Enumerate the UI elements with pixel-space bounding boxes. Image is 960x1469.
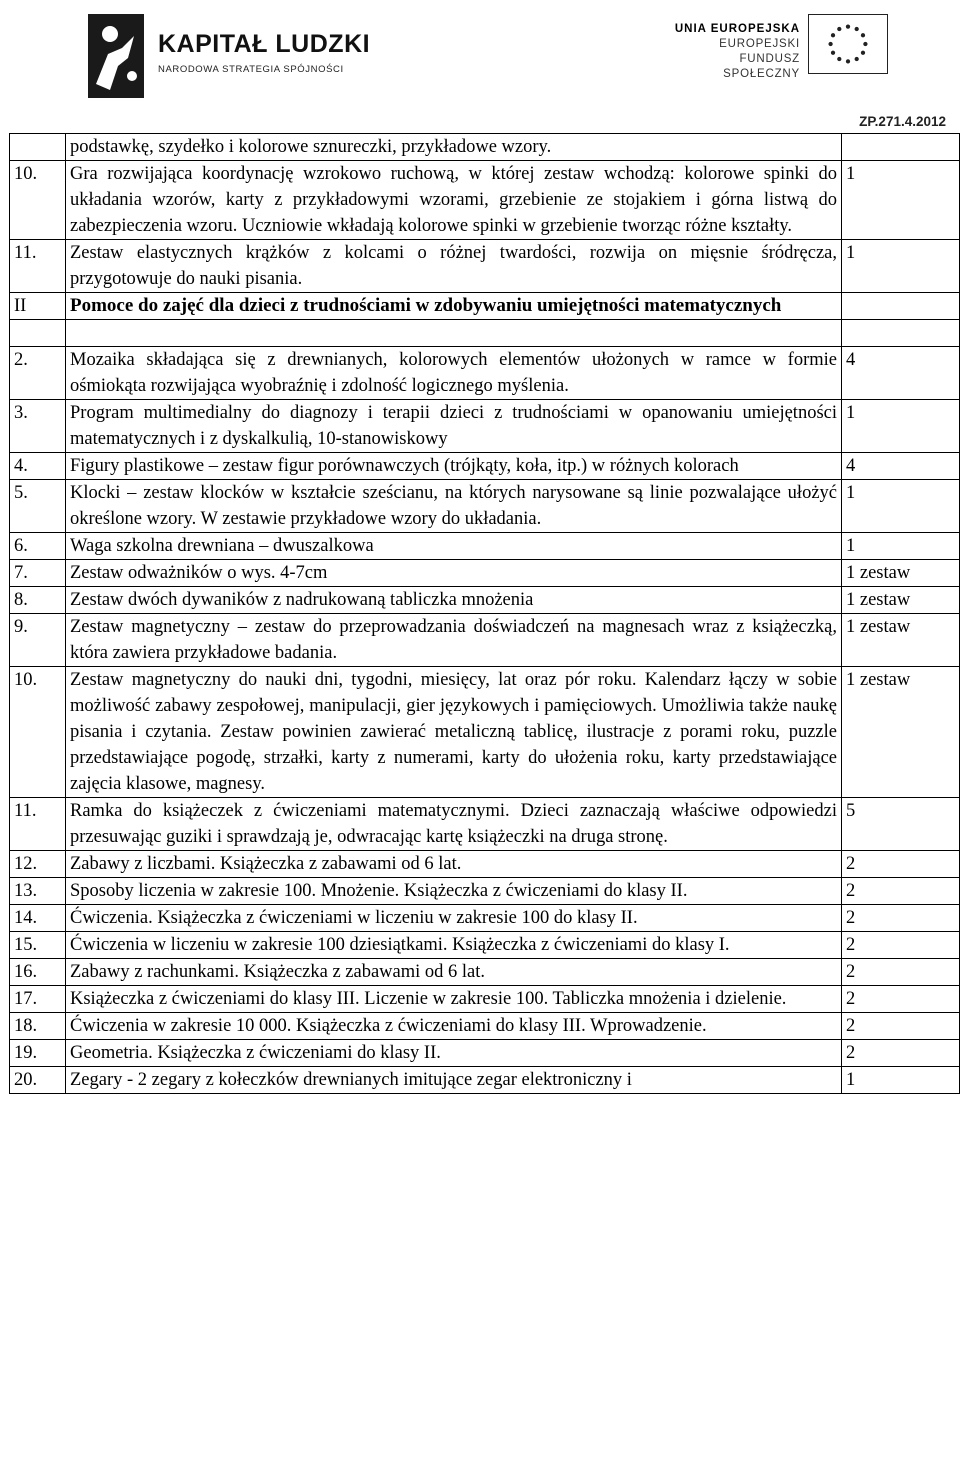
row-number: 18. [10,1013,66,1040]
row-description: Ramka do książeczek z ćwiczeniami matematycznymi. Dzieci zaznaczają właściwe odpowiedzi przesuwając guziki i sprawdzają je, odwracając kartę książeczki na druga stronę. [66,798,842,851]
row-description: Zabawy z liczbami. Książeczka z zabawami od 6 lat. [66,851,842,878]
table-row [10,533,960,560]
eu-logo-text [660,22,800,82]
section-title: Pomoce do zajęć dla dzieci z trudnościami w zdobywaniu umiejętności matematycznych [66,293,842,320]
row-number: 2. [10,347,66,400]
section-number: II [10,293,66,320]
eu-line-1: UNIA EUROPEJSKA [674,23,800,35]
row-quantity: 1 [842,240,960,293]
row-description: podstawkę, szydełko i kolorowe sznureczki, przykładowe wzory. [66,134,842,161]
reference-number: ZP.271.4.2012 [859,114,946,129]
row-quantity: 1 zestaw [842,587,960,614]
section-qty-cell [842,293,960,320]
row-quantity: 4 [842,347,960,400]
table-row [10,878,960,905]
row-description: Zegary - 2 zegary z kołeczków drewnianych imitujące zegar elektroniczny i [66,1067,842,1094]
row-quantity: 2 [842,932,960,959]
kapital-ludzki-title: KAPITAŁ LUDZKI [158,30,371,58]
table-row [10,480,960,533]
row-quantity: 2 [842,986,960,1013]
row-number: 20. [10,1067,66,1094]
table-row [10,614,960,667]
row-quantity: 2 [842,851,960,878]
row-quantity: 1 zestaw [842,560,960,587]
row-description: Zestaw elastycznych krążków z kolcami o różnej twardości, rozwija on mięsnie śródręcza, przygotowuje do nauki pisania. [66,240,842,293]
row-number: 4. [10,453,66,480]
table-row [10,1013,960,1040]
row-quantity: 1 [842,480,960,533]
table-row [10,560,960,587]
row-description: Geometria. Książeczka z ćwiczeniami do klasy II. [66,1040,842,1067]
row-description: Zestaw magnetyczny – zestaw do przeprowadzania doświadczeń na magnesach wraz z książeczką, która zawiera przykładowe badania. [66,614,842,667]
kapital-ludzki-subtitle: NARODOWA STRATEGIA SPÓJNOŚCI [158,64,344,75]
section-header-body [10,293,960,347]
page-header [0,0,960,129]
table-row [10,667,960,798]
table-row [10,347,960,400]
row-number: 13. [10,878,66,905]
table-row [10,905,960,932]
items-table-section-body [10,347,960,1094]
row-number [10,134,66,161]
items-table-top-body [10,134,960,293]
table-row [10,1067,960,1094]
row-description: Zestaw magnetyczny do nauki dni, tygodni, miesięcy, lat oraz pór roku. Kalendarz łączy w sobie możliwość zabawy zespołowej, manipulacji, gier językowych i pamięciowych. Umożliwia także naukę pisania i czytania. Zestaw powinien zawierać metaliczną tablicę, ilustracje z porami roku, puzzle przedstawiające pogodę, strzałki, karty z numerami, karty do ułożenia roku, karty przedstawiające zajęcia klasowe, magnesy. [66,667,842,798]
row-number: 16. [10,959,66,986]
table-row [10,240,960,293]
spacer-row [10,320,960,347]
row-description: Klocki – zestaw klocków w kształcie sześcianu, na których narysowane są linie pozwalające ułożyć określone wzory. W zestawie przykładowe wzory do układania. [66,480,842,533]
table-row [10,932,960,959]
row-number: 10. [10,161,66,240]
row-number: 7. [10,560,66,587]
row-quantity: 1 [842,533,960,560]
spacer-cell [842,320,960,347]
table-row [10,453,960,480]
row-description: Ćwiczenia w zakresie 10 000. Książeczka z ćwiczeniami do klasy III. Wprowadzenie. [66,1013,842,1040]
table-row [10,587,960,614]
section-heading-row [10,293,960,320]
row-description: Zestaw dwóch dywaników z nadrukowaną tabliczka mnożenia [66,587,842,614]
row-description: Zestaw odważników o wys. 4-7cm [66,560,842,587]
row-quantity: 2 [842,959,960,986]
row-description: Program multimedialny do diagnozy i terapii dzieci z trudnościami w opanowaniu umiejętności matematycznych i z dyskalkulią, 10-stanowiskowy [66,400,842,453]
row-description: Ćwiczenia w liczeniu w zakresie 100 dziesiątkami. Książeczka z ćwiczeniami do klasy I. [66,932,842,959]
row-number: 9. [10,614,66,667]
row-quantity: 1 zestaw [842,614,960,667]
table-row [10,134,960,161]
row-quantity: 1 zestaw [842,667,960,798]
row-description: Sposoby liczenia w zakresie 100. Mnożenie. Książeczka z ćwiczeniami do klasy II. [66,878,842,905]
row-quantity: 1 [842,1067,960,1094]
row-quantity: 5 [842,798,960,851]
row-number: 8. [10,587,66,614]
table-row [10,986,960,1013]
row-quantity: 4 [842,453,960,480]
row-description: Figury plastikowe – zestaw figur porównawczych (trójkąty, koła, itp.) w różnych kolorach [66,453,842,480]
row-number: 14. [10,905,66,932]
row-quantity: 2 [842,878,960,905]
row-quantity: 1 [842,400,960,453]
row-number: 15. [10,932,66,959]
row-number: 10. [10,667,66,798]
row-number: 6. [10,533,66,560]
eu-line-2: EUROPEJSKI [719,38,800,50]
row-number: 11. [10,798,66,851]
row-number: 17. [10,986,66,1013]
kapital-ludzki-logo-icon [88,14,144,98]
table-row [10,161,960,240]
row-number: 12. [10,851,66,878]
row-number: 3. [10,400,66,453]
table-row [10,959,960,986]
row-quantity: 1 [842,161,960,240]
items-table [9,133,960,1094]
row-number: 11. [10,240,66,293]
row-description: Zabawy z rachunkami. Książeczka z zabawami od 6 lat. [66,959,842,986]
spacer-cell [66,320,842,347]
row-description: Gra rozwijająca koordynację wzrokowo ruchową, w której zestaw wchodzą: kolorowe spinki do układania wzorów, karty z przykładowymi wzorami, grzebienie ze stojakiem i górna listwą do zabezpieczenia wzoru. Uczniowie wkładają kolorowe spinki w grzebienie tworząc różne kształty. [66,161,842,240]
table-row [10,400,960,453]
table-row [10,1040,960,1067]
row-quantity [842,134,960,161]
row-quantity: 2 [842,1013,960,1040]
row-quantity: 2 [842,905,960,932]
spacer-cell [10,320,66,347]
row-quantity: 2 [842,1040,960,1067]
row-number: 5. [10,480,66,533]
eu-line-3: FUNDUSZ SPOŁECZNY [723,53,800,80]
eu-flag-icon [808,14,888,74]
row-description: Waga szkolna drewniana – dwuszalkowa [66,533,842,560]
row-number: 19. [10,1040,66,1067]
row-description: Książeczka z ćwiczeniami do klasy III. Liczenie w zakresie 100. Tabliczka mnożenia i dzielenie. [66,986,842,1013]
table-row [10,798,960,851]
row-description: Ćwiczenia. Książeczka z ćwiczeniami w liczeniu w zakresie 100 do klasy II. [66,905,842,932]
row-description: Mozaika składająca się z drewnianych, kolorowych elementów ułożonych w ramce w formie ośmiokąta rozwijająca wyobraźnię i zdolność logicznego myślenia. [66,347,842,400]
table-row [10,851,960,878]
